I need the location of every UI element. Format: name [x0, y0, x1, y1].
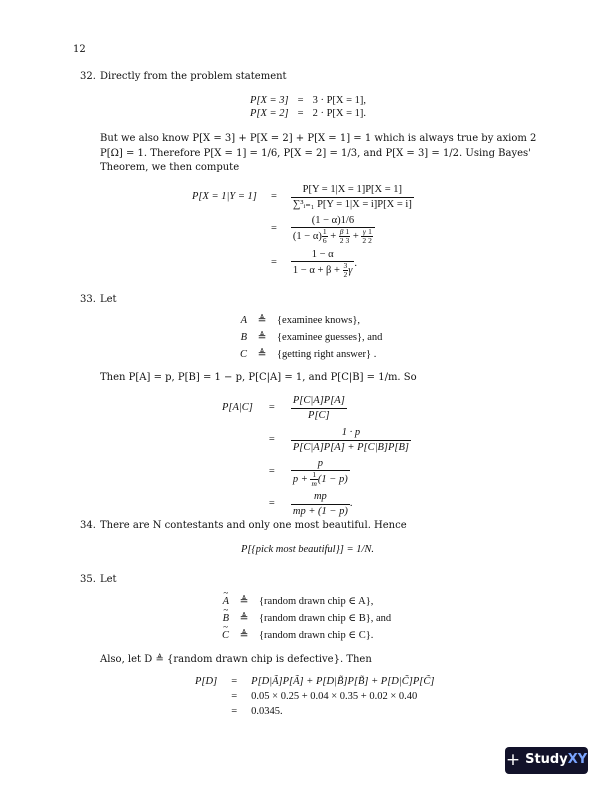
problem-34-equation: P[{pick most beautiful}] = 1/N. — [241, 544, 375, 555]
equals-sign: = — [297, 108, 304, 120]
problem-33-text: Then P[A] = p, P[B] = 1 − p, P[C|A] = 1, and P[C|B] = 1/m. So — [100, 372, 417, 383]
equals-sign: = — [231, 691, 238, 702]
def-set: {random drawn chip ∈ A}, — [259, 596, 374, 607]
brand-name-xy: XY — [567, 752, 588, 768]
defined-as: ≜ — [239, 613, 249, 624]
frac-num: β — [339, 226, 344, 236]
denominator — [291, 471, 350, 488]
def-symbol: ~ B — [223, 610, 229, 627]
frac-num: 1 — [312, 469, 317, 479]
frac-num: γ — [362, 226, 366, 236]
frac-den: 2 — [343, 269, 348, 279]
numerator: P[Y = 1|X = 1]P[X = 1] — [291, 183, 414, 197]
problem-35-definitions — [222, 593, 391, 644]
def-symbol: A — [240, 315, 248, 326]
problem-33-definitions — [240, 312, 382, 363]
denominator — [291, 262, 355, 279]
cond-lhs: P[A|C] — [222, 402, 253, 414]
brand-name-study: Study — [525, 752, 568, 768]
problem-35-number: 35. — [80, 574, 96, 585]
problem-34-text: There are N contestants and only one most beautiful. Hence — [100, 520, 407, 531]
total-lhs: P[D] — [195, 676, 218, 687]
problem-35-text: Also, let D ≜ {random drawn chip is defective}. Then — [100, 654, 372, 665]
small-fraction — [322, 228, 328, 245]
period: . — [354, 257, 358, 269]
equals-sign: = — [270, 191, 277, 203]
defined-as: ≜ — [257, 349, 267, 360]
total-line-2: 0.05 × 0.25 + 0.04 × 0.35 + 0.02 × 0.40 — [251, 691, 418, 702]
cond-fraction-3 — [291, 457, 350, 488]
total-line-1: P[D|Ã]P[Ã] + P[D|B̃]P[B̃] + P[D|C̃]P[C̃] — [251, 676, 435, 687]
equals-sign: = — [297, 95, 304, 106]
equals-sign: = — [231, 706, 238, 717]
defined-as: ≜ — [239, 630, 249, 641]
def-set: {examinee guesses}, and — [277, 332, 383, 343]
problem-32-number: 32. — [80, 71, 96, 82]
problem-32-system — [250, 94, 366, 120]
den-term: 1 − α + β + — [292, 264, 340, 276]
eq1-rhs: 3 · P[X = 1], — [312, 95, 367, 106]
problem-33-intro: Let — [100, 294, 117, 305]
bayes-derivation — [192, 182, 414, 280]
bayes-fraction-3 — [291, 248, 358, 279]
frac-num: 1 — [345, 226, 350, 236]
den-term: p + — [292, 473, 308, 485]
numerator: (1 − α)1/6 — [291, 214, 375, 228]
bayes-fraction-2 — [291, 214, 375, 245]
def-symbol: ~ A — [223, 593, 229, 610]
plus-icon: + — [505, 750, 521, 770]
numerator: p — [291, 457, 350, 471]
numerator: 1 − α — [291, 248, 355, 262]
equals-sign: = — [270, 257, 277, 269]
den-term: + — [352, 230, 359, 242]
eq2-lhs: P[X = 2] — [250, 108, 289, 120]
frac-den: 6 — [322, 235, 327, 245]
equals-sign: = — [268, 498, 275, 510]
frac-den: 2 — [368, 235, 372, 245]
small-fraction — [310, 471, 317, 488]
defined-as: ≜ — [257, 315, 267, 326]
def-set: {random drawn chip ∈ B}, and — [259, 613, 392, 624]
denominator: ∑³ᵢ₌₁ P[Y = 1|X = i]P[X = i] — [292, 198, 412, 210]
problem-33-number: 33. — [80, 294, 96, 305]
period: . — [349, 498, 353, 510]
studyxy-logo[interactable] — [505, 747, 588, 774]
page-number: 12 — [73, 44, 86, 55]
den-term: (1 − α) — [292, 230, 322, 242]
frac-num: 1 — [322, 226, 327, 236]
numerator: P[C|A]P[A] — [291, 394, 347, 408]
cond-fraction-2 — [291, 426, 411, 453]
den-term: γ — [348, 264, 353, 276]
frac-den: 2 — [362, 235, 367, 245]
denominator: mp + (1 − p) — [292, 505, 348, 517]
frac-den: 2 — [339, 235, 344, 245]
small-fraction — [367, 228, 373, 245]
denominator — [291, 228, 375, 245]
def-set: {examinee knows}, — [277, 315, 360, 326]
problem-35-intro: Let — [100, 574, 117, 585]
frac-den: m — [311, 478, 317, 488]
total-probability-derivation — [195, 674, 434, 719]
equals-sign: = — [268, 434, 275, 446]
frac-num: 1 — [368, 226, 372, 236]
def-set: {random drawn chip ∈ C}. — [259, 630, 374, 641]
total-line-3: 0.0345. — [251, 706, 283, 717]
conditional-derivation — [222, 392, 411, 520]
defined-as: ≜ — [257, 332, 267, 343]
defined-as: ≜ — [239, 596, 249, 607]
equals-sign: = — [231, 676, 238, 687]
equals-sign: = — [268, 402, 275, 414]
def-symbol: B — [240, 332, 248, 343]
numerator: mp — [291, 490, 350, 504]
cond-fraction-1 — [291, 394, 347, 421]
den-term: (1 − p) — [317, 473, 348, 485]
denominator: P[C|A]P[A] + P[C|B]P[B] — [292, 441, 410, 453]
eq1-lhs: P[X = 3] — [250, 95, 289, 106]
numerator: 1 · p — [291, 426, 411, 440]
frac-num: 3 — [343, 260, 348, 270]
def-symbol: ~ C — [222, 627, 229, 644]
bayes-fraction-1 — [291, 183, 414, 210]
brand-name — [525, 752, 587, 768]
def-set: {getting right answer} . — [277, 349, 377, 360]
denominator: P[C] — [308, 409, 330, 421]
equals-sign: = — [268, 466, 275, 478]
def-symbol: C — [240, 349, 248, 360]
frac-den: 3 — [345, 235, 350, 245]
problem-32-text: But we also know P[X = 3] + P[X = 2] + P[X = 1] = 1 which is always true by axiom 2 P[Ω] = 1. Therefore P[X = 1] = 1/6, P[X = 2] = 1/3, and P[X = 3] = 1/2. Using Bayes' Theorem, we then compute — [100, 133, 537, 173]
problem-32-intro: Directly from the problem statement — [100, 71, 287, 82]
cond-fraction-4 — [291, 490, 350, 517]
eq2-rhs: 2 · P[X = 1]. — [312, 108, 367, 120]
den-term: + — [330, 230, 337, 242]
small-fraction — [345, 228, 351, 245]
bayes-lhs: P[X = 1|Y = 1] — [192, 191, 257, 203]
equals-sign: = — [270, 223, 277, 235]
problem-34-number: 34. — [80, 520, 96, 531]
